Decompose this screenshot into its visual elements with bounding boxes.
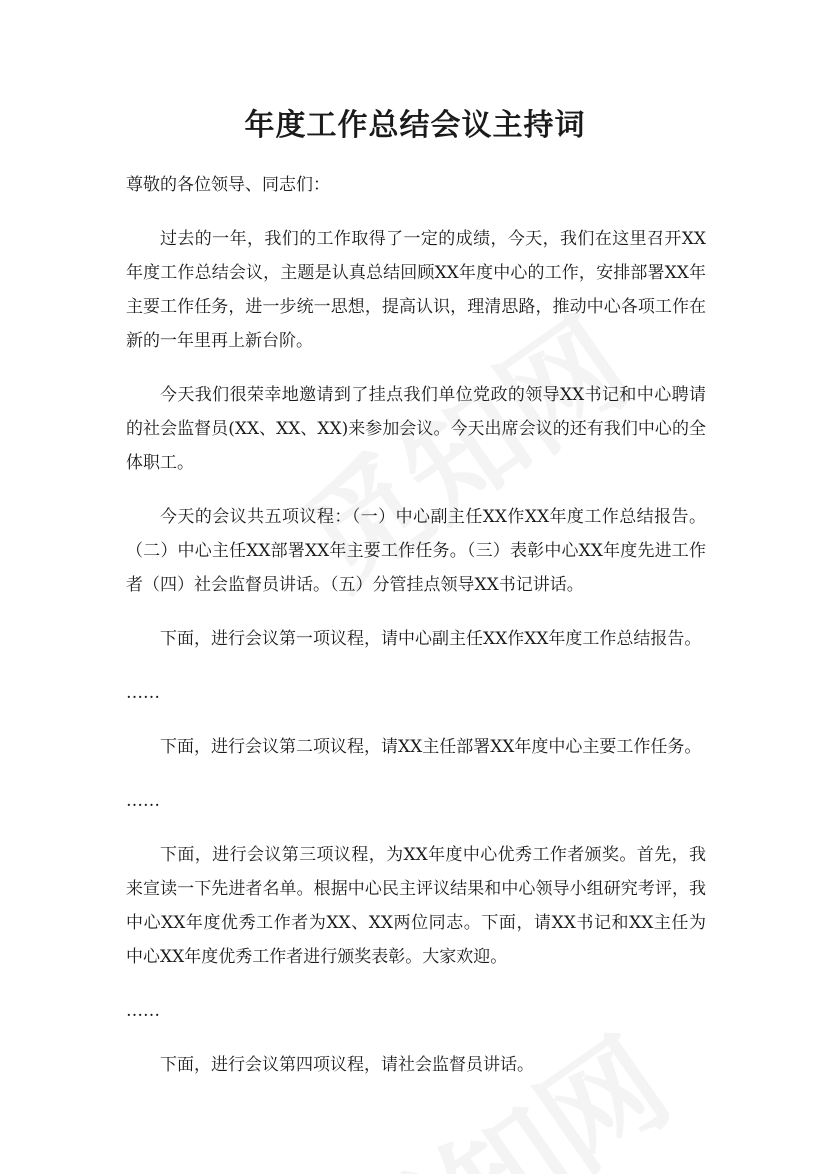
paragraph-agenda: 今天的会议共五项议程：（一）中心副主任XX作XX年度工作总结报告。 （二）中心主任XX部署XX年主要工作任务。（三）表彰中心XX年度先进工作者（四）社会监督员讲话。（五）分管挂点领导XX书记讲话。 [126, 507, 706, 595]
salutation: 尊敬的各位领导、同志们： [126, 175, 330, 195]
paragraph-item-two: 下面，进行会议第二项议程，请XX主任部署XX年度中心主要工作任务。 [160, 737, 702, 757]
ellipsis: …… [126, 683, 160, 703]
document-body [126, 168, 706, 1102]
ellipsis: …… [126, 791, 160, 811]
document-title: 年度工作总结会议主持词 [244, 108, 586, 143]
paragraph-attendees: 今天我们很荣幸地邀请到了挂点我们单位党政的领导XX书记和中心聘请的社会监督员(XX、XX、XX)来参加会议。今天出席会议的还有我们中心的全体职工。 [126, 385, 706, 473]
ellipsis: …… [126, 1001, 160, 1021]
paragraph-item-four: 下面，进行会议第四项议程，请社会监督员讲话。 [160, 1055, 534, 1075]
paragraph-item-one: 下面，进行会议第一项议程，请中心副主任XX作XX年度工作总结报告。 [160, 629, 702, 649]
paragraph-item-three: 下面，进行会议第三项议程，为XX年度中心优秀工作者颁奖。首先，我来宣读一下先进者名单。根据中心民主评议结果和中心领导小组研究考评，我中心XX年度优秀工作者为XX、XX两位同志。下面，请XX书记和XX主任为中心XX年度优秀工作者进行颁奖表彰。大家欢迎。 [126, 845, 706, 967]
paragraph-opening: 过去的一年，我们的工作取得了一定的成绩，今天，我们在这里召开XX年度工作总结会议，主题是认真总结回顾XX年度中心的工作，安排部署XX年主要工作任务，进一步统一思想，提高认识，理清思路，推动中心各项工作在新的一年里再上新台阶。 [126, 229, 706, 351]
